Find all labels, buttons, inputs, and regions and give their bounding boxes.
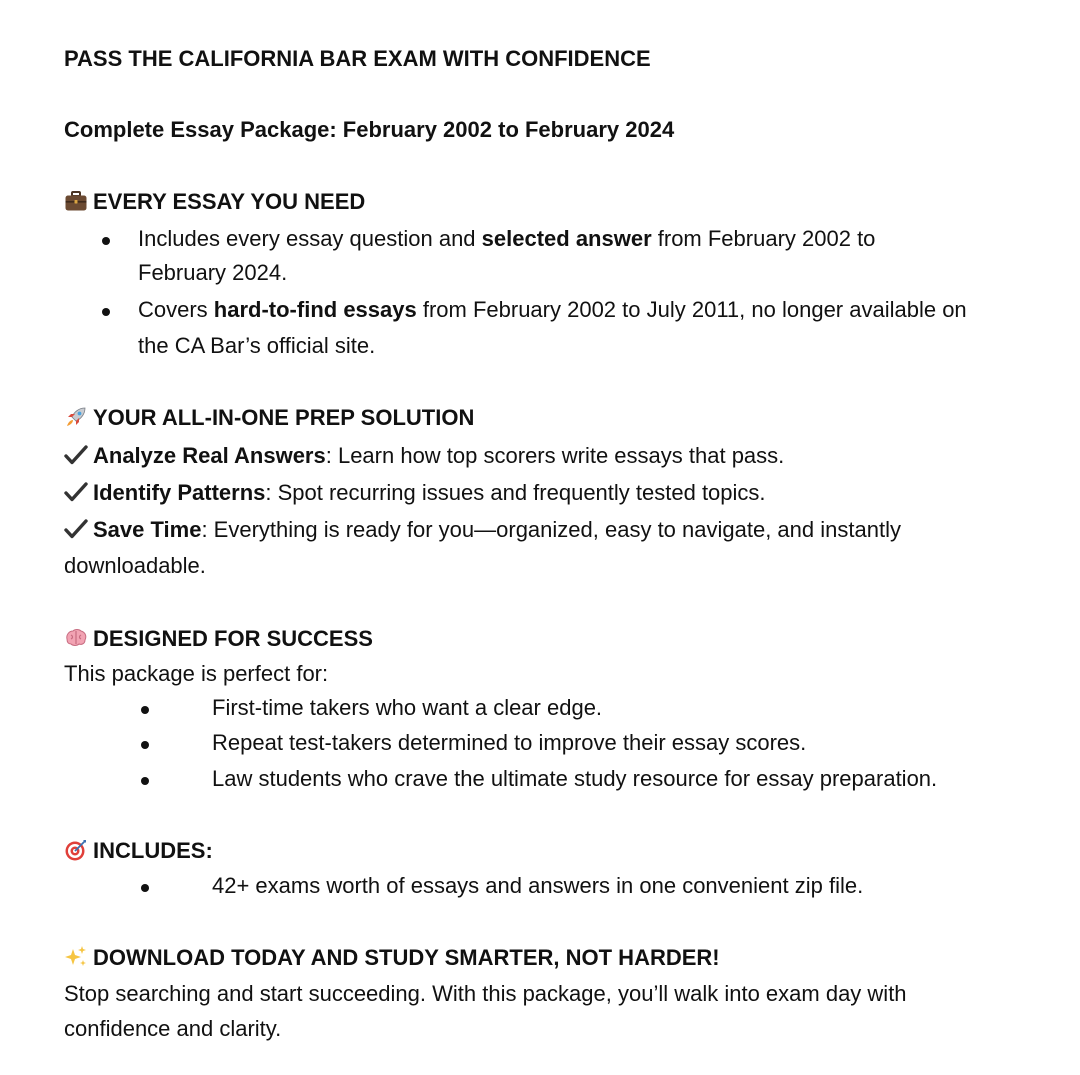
bullet-every-essay-1-continued: February 2024. (138, 260, 288, 285)
bullet-every-essay-2-continued: the CA Bar’s official site. (138, 333, 376, 358)
bullet-every-essay-2 (138, 292, 967, 328)
section-every-essay-heading (64, 184, 365, 220)
prep-item-text: : Spot recurring issues and frequently tested topics. (265, 480, 766, 505)
bullet-bold-text: selected answer (481, 226, 652, 251)
rocket-icon (64, 405, 88, 429)
prep-item-identify (64, 475, 766, 511)
section-includes-heading-text: INCLUDES: (93, 838, 213, 863)
document-subtitle: Complete Essay Package: February 2002 to February 2024 (64, 117, 675, 142)
bullet-dot (141, 777, 149, 785)
document-title: PASS THE CALIFORNIA BAR EXAM WITH CONFIDENCE (64, 46, 651, 71)
prep-item-bold-text: Identify Patterns (93, 480, 266, 505)
bullet-text: from February 2002 to July 2011, no longer available on (416, 297, 967, 322)
designed-bullet-3: Law students who crave the ultimate study resource for essay preparation. (212, 766, 938, 791)
prep-item-bold-text: Analyze Real Answers (93, 443, 326, 468)
section-prep-solution-heading-text: YOUR ALL-IN-ONE PREP SOLUTION (93, 405, 475, 430)
bullet-text: Includes every essay question and (138, 226, 482, 251)
bullet-bold-text: hard-to-find essays (213, 297, 417, 322)
section-download-heading (64, 940, 720, 976)
prep-item-save-time-continued: downloadable. (64, 553, 206, 578)
download-line-1: Stop searching and start succeeding. With this package, you’ll walk into exam day with (64, 981, 907, 1006)
bullet-text: from February 2002 to (651, 226, 876, 251)
prep-item-bold-text: Save Time (93, 517, 202, 542)
bullet-dot (141, 884, 149, 892)
includes-bullet-1: 42+ exams worth of essays and answers in one convenient zip file. (212, 873, 864, 898)
download-line-2: confidence and clarity. (64, 1016, 282, 1041)
bullet-text: Covers (138, 297, 214, 322)
section-includes-heading (64, 833, 213, 869)
prep-item-save-time (64, 512, 901, 548)
prep-item-text: : Learn how top scorers write essays that pass. (325, 443, 785, 468)
section-prep-solution-heading (64, 400, 474, 436)
prep-item-text: : Everything is ready for you—organized, easy to navigate, and instantly (201, 517, 901, 542)
bullet-every-essay-1 (138, 221, 875, 257)
designed-intro: This package is perfect for: (64, 661, 329, 686)
bullet-dot (102, 237, 110, 245)
bullet-dot (141, 706, 149, 714)
target-icon (64, 838, 88, 862)
section-every-essay-heading-text: EVERY ESSAY YOU NEED (93, 189, 366, 214)
designed-bullet-2: Repeat test-takers determined to improve their essay scores. (212, 730, 807, 755)
checkmark-icon (64, 518, 88, 540)
briefcase-icon (64, 189, 88, 213)
section-download-heading-text: DOWNLOAD TODAY AND STUDY SMARTER, NOT HARDER! (93, 945, 720, 970)
brain-icon (64, 626, 88, 650)
prep-item-analyze (64, 438, 784, 474)
bullet-dot (141, 741, 149, 749)
designed-bullet-1: First-time takers who want a clear edge. (212, 695, 603, 720)
checkmark-icon (64, 481, 88, 503)
section-designed-heading-text: DESIGNED FOR SUCCESS (93, 626, 373, 651)
bullet-dot (102, 308, 110, 316)
checkmark-icon (64, 444, 88, 466)
section-designed-heading (64, 621, 373, 657)
sparkles-icon (64, 945, 88, 969)
